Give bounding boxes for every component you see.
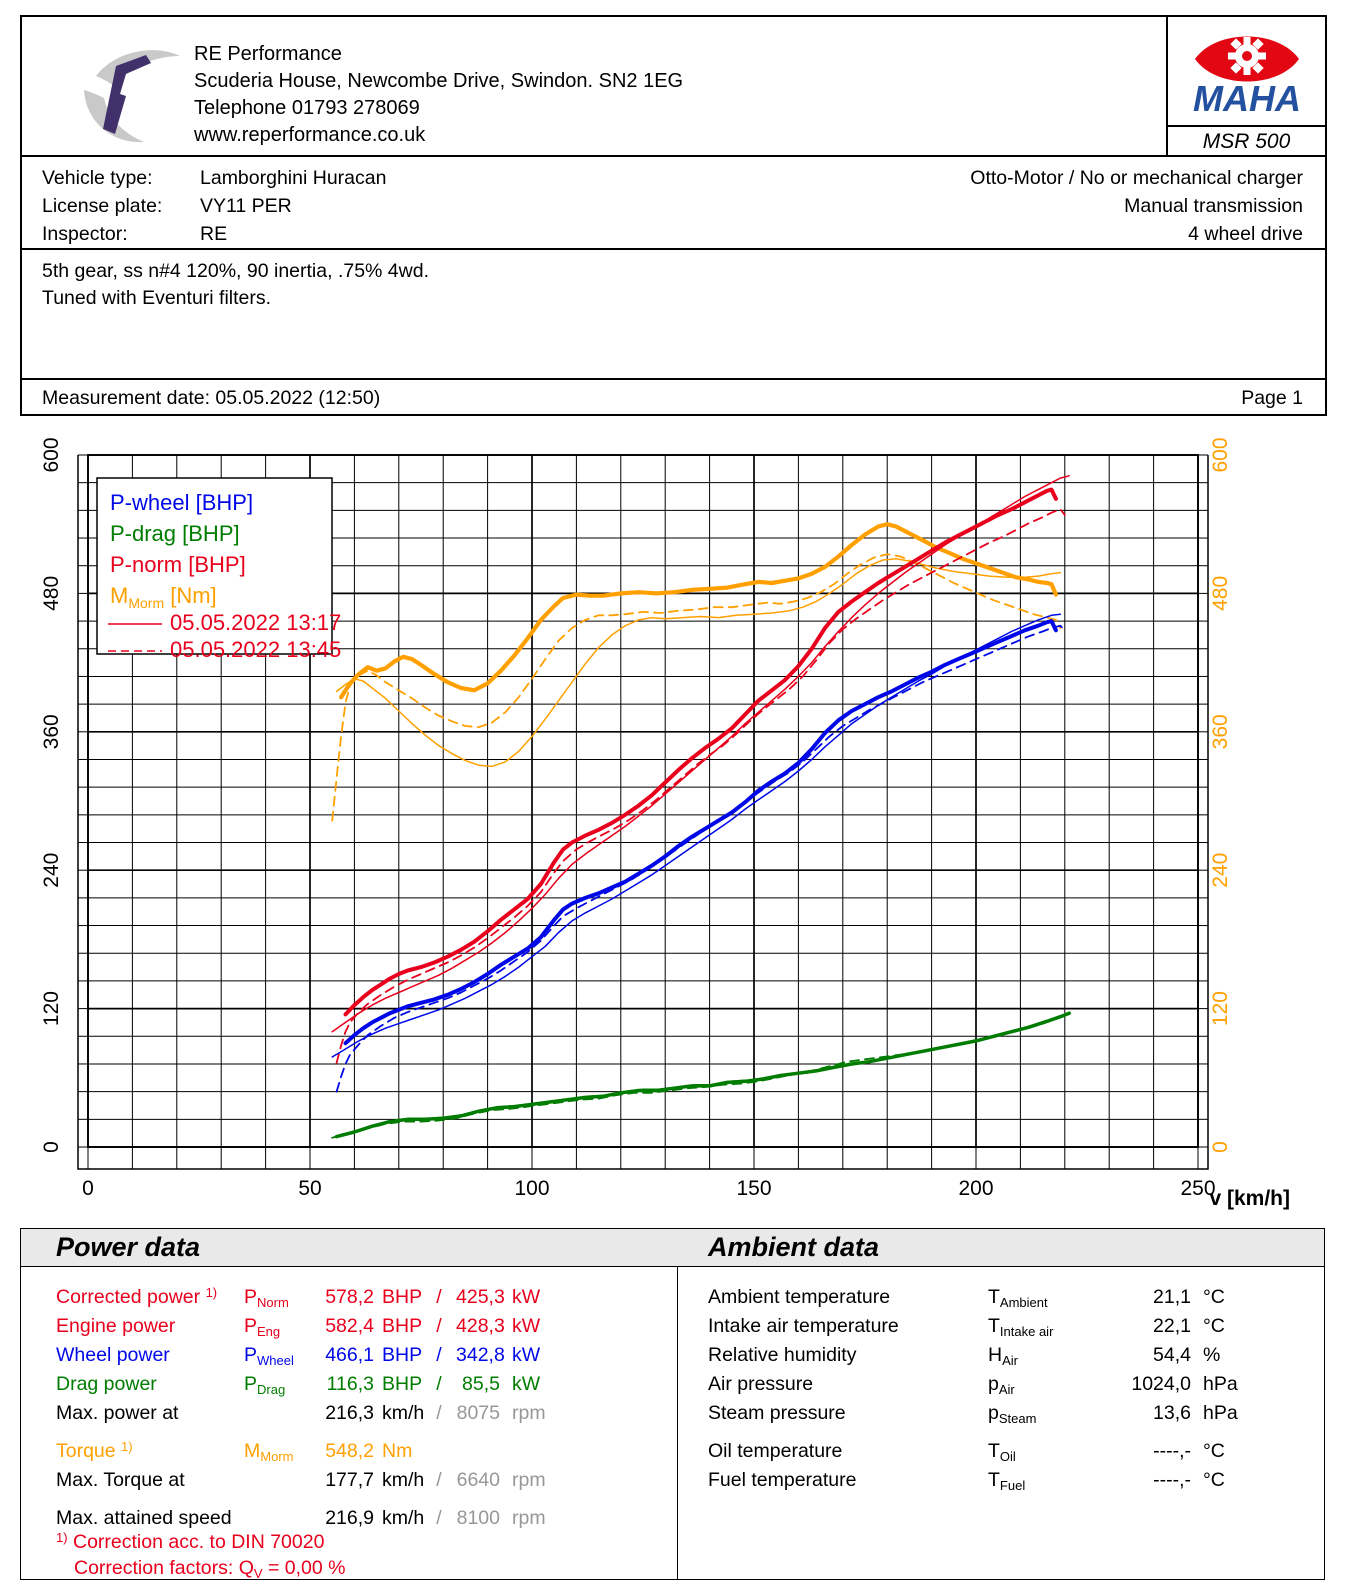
row-value: 21,1	[1153, 1286, 1191, 1308]
y-axis-left-tick-label: 0	[40, 1141, 63, 1153]
row-unit-1: Nm	[382, 1440, 413, 1462]
row-label: Air pressure	[708, 1373, 814, 1395]
y-axis-left-tick-label: 360	[40, 714, 63, 750]
power-data-row	[56, 1341, 546, 1370]
y-axis-left-tick-label: 120	[40, 991, 63, 1027]
row-unit-2: rpm	[512, 1402, 546, 1424]
device-model: MSR 500	[1168, 125, 1325, 157]
vehicle-config-line: Manual transmission	[1124, 195, 1303, 217]
row-unit: °C	[1203, 1286, 1225, 1308]
curve-pdrag-base	[341, 1014, 1065, 1135]
row-unit: hPa	[1203, 1373, 1238, 1395]
vehicle-row-label: Vehicle type:	[42, 167, 153, 189]
vehicle-row	[42, 220, 386, 248]
row-unit-2: kW	[512, 1373, 541, 1395]
vehicle-row	[42, 192, 386, 220]
y-axis-right-tick-label: 0	[1209, 1141, 1232, 1153]
legend-entry: P-norm [BHP]	[110, 552, 246, 577]
row-label: Oil temperature	[708, 1440, 843, 1462]
maha-wordmark: MAHA	[1193, 78, 1301, 119]
row-label: Steam pressure	[708, 1402, 846, 1424]
row-unit-1: BHP	[382, 1344, 423, 1366]
row-unit-1: BHP	[382, 1286, 423, 1308]
y-axis-right-tick-label: 360	[1209, 714, 1232, 750]
row-value: 13,6	[1153, 1402, 1191, 1424]
row-symbol: $T_{Ambient}$	[988, 1286, 1048, 1310]
row-unit-1: BHP	[382, 1373, 423, 1395]
row-unit: °C	[1203, 1440, 1225, 1462]
row-symbol: $P_{Wheel}$	[244, 1344, 294, 1368]
legend-run-label: 05.05.2022 13:17	[170, 610, 342, 635]
footnote-din: $^{1)}$ Correction acc. to DIN 70020	[56, 1530, 325, 1553]
row-label: Ambient temperature	[708, 1286, 891, 1308]
ambient-data-table	[708, 1283, 1247, 1495]
vehicle-row-value: Lamborghini Huracan	[200, 167, 387, 189]
y-axis-right-tick-label: 480	[1209, 575, 1232, 611]
row-value-2: 425,3	[456, 1286, 505, 1308]
row-value-1: 578,2	[325, 1286, 374, 1308]
measurement-date: Measurement date: 05.05.2022 (12:50)	[42, 386, 381, 409]
ambient-data-title: Ambient data	[708, 1232, 880, 1262]
x-axis-tick-label: 100	[514, 1177, 550, 1200]
power-data-row	[56, 1312, 546, 1341]
row-value-1: 116,3	[326, 1373, 374, 1395]
curve-pnorm-1345	[337, 509, 1065, 1063]
row-value-2: 8075	[456, 1402, 500, 1424]
company-phone: Telephone 01793 278069	[194, 97, 420, 119]
comment-line: Tuned with Eventuri filters.	[42, 287, 272, 309]
row-symbol: $P_{Norm}$	[244, 1286, 289, 1310]
row-symbol: $P_{Eng}$	[244, 1315, 281, 1339]
row-label: Engine power	[56, 1315, 176, 1337]
maha-logo	[1186, 23, 1308, 121]
legend-entry: P-wheel [BHP]	[110, 490, 254, 515]
x-axis-tick-label: 50	[298, 1177, 322, 1200]
row-symbol: $H_{Air}$	[988, 1344, 1018, 1368]
y-axis-left-tick-label: 240	[40, 852, 63, 888]
ambient-data-row	[708, 1341, 1247, 1370]
row-label: Wheel power	[56, 1344, 170, 1366]
row-slash: /	[436, 1373, 442, 1395]
row-label: Torque $^{1)}$	[56, 1439, 133, 1462]
vehicle-row	[42, 164, 386, 192]
row-value: ----,-	[1153, 1469, 1191, 1491]
row-value: ----,-	[1153, 1440, 1191, 1462]
power-data-row	[56, 1370, 546, 1399]
row-value-1: 216,9	[325, 1507, 374, 1529]
row-value-2: 428,3	[456, 1315, 505, 1337]
x-axis-tick-label: 0	[82, 1177, 94, 1200]
row-label: Max. power at	[56, 1402, 179, 1424]
vehicle-config	[970, 164, 1303, 248]
row-value-2: 342,8	[456, 1344, 505, 1366]
ambient-data-row	[708, 1437, 1247, 1466]
row-value-2: 85,5	[462, 1373, 500, 1395]
curve-pdrag-1317	[337, 1013, 1070, 1136]
power-footnotes	[56, 1529, 346, 1581]
data-section-frame	[20, 1228, 1325, 1580]
legend-entry: P-drag [BHP]	[110, 521, 240, 546]
y-axis-right-tick-label: 120	[1209, 991, 1232, 1027]
company-name: RE Performance	[194, 43, 342, 65]
company-address: Scuderia House, Newcombe Drive, Swindon. SN2 1EG	[194, 70, 684, 92]
x-axis-title: v [km/h]	[1209, 1187, 1290, 1210]
row-symbol	[244, 1466, 324, 1495]
row-symbol: $T_{Intake air}$	[988, 1315, 1054, 1339]
ambient-data-row	[708, 1466, 1247, 1495]
y-axis-right-tick-label: 600	[1209, 437, 1232, 473]
ambient-data-row	[708, 1399, 1247, 1428]
power-data-row	[56, 1466, 546, 1495]
row-value-1: 548,2	[325, 1440, 374, 1462]
row-value-2: 8100	[456, 1507, 500, 1529]
vehicle-info	[42, 164, 386, 248]
row-slash: /	[436, 1286, 442, 1308]
row-unit-1: km/h	[382, 1402, 425, 1424]
row-label: Fuel temperature	[708, 1469, 857, 1491]
row-symbol: $p_{Steam}$	[988, 1402, 1037, 1426]
x-axis-tick-label: 250	[1180, 1177, 1216, 1200]
row-symbol: $T_{Oil}$	[988, 1440, 1016, 1464]
comment-line: 5th gear, ss n#4 120%, 90 inertia, .75% 4wd.	[42, 260, 430, 282]
ambient-data-header	[677, 1229, 1324, 1267]
row-slash: /	[436, 1469, 442, 1491]
row-value-1: 177,7	[325, 1469, 374, 1491]
row-label: Corrected power $^{1)}$	[56, 1285, 218, 1308]
row-value-1: 466,1	[325, 1344, 374, 1366]
row-value-1: 216,3	[325, 1402, 374, 1424]
ambient-data-row	[708, 1283, 1247, 1312]
divider	[677, 1229, 678, 1579]
row-unit-2: rpm	[512, 1469, 546, 1491]
row-label: Drag power	[56, 1373, 157, 1395]
re-performance-logo	[74, 42, 186, 150]
row-label: Max. Torque at	[56, 1469, 185, 1491]
row-unit-2: rpm	[512, 1507, 546, 1529]
power-data-row	[56, 1437, 546, 1466]
vehicle-row-label: License plate:	[42, 195, 163, 217]
legend-run-label: 05.05.2022 13:45	[170, 637, 342, 662]
power-data-title: Power data	[56, 1232, 201, 1262]
row-label: Relative humidity	[708, 1344, 857, 1366]
divider	[22, 248, 1325, 250]
row-value: 22,1	[1153, 1315, 1191, 1337]
row-symbol: $p_{Air}$	[988, 1373, 1015, 1397]
row-value: 1024,0	[1131, 1373, 1191, 1395]
x-axis-tick-label: 200	[958, 1177, 994, 1200]
y-axis-left-tick-label: 600	[40, 437, 63, 473]
legend-entry: $M_{Morm}$ [Nm]	[110, 583, 217, 611]
power-data-table	[56, 1283, 546, 1533]
row-unit-1: km/h	[382, 1469, 425, 1491]
divider	[22, 155, 1325, 157]
company-info	[194, 41, 683, 149]
row-unit-2: kW	[512, 1286, 541, 1308]
company-website: www.reperformance.co.uk	[194, 124, 426, 146]
row-unit-1: km/h	[382, 1507, 425, 1529]
x-axis-tick-label: 150	[736, 1177, 772, 1200]
vehicle-config-line: 4 wheel drive	[1188, 223, 1303, 245]
y-axis-left-tick-label: 480	[40, 575, 63, 611]
maha-logo-cell	[1166, 17, 1325, 157]
row-unit-2: kW	[512, 1344, 541, 1366]
row-unit: °C	[1203, 1315, 1225, 1337]
row-value-2	[456, 1437, 500, 1466]
power-data-row	[56, 1399, 546, 1428]
row-value-1: 582,4	[325, 1315, 374, 1337]
curve-pwheel-1345	[337, 626, 1065, 1092]
power-data-header	[21, 1229, 677, 1267]
row-slash: /	[436, 1344, 442, 1366]
row-symbol: $P_{Drag}$	[244, 1373, 286, 1397]
row-value-2: 6640	[456, 1469, 500, 1491]
row-label: Max. attained speed	[56, 1507, 232, 1529]
row-value: 54,4	[1153, 1344, 1191, 1366]
report-header-frame	[20, 15, 1327, 416]
row-label: Intake air temperature	[708, 1315, 899, 1337]
row-unit-2	[500, 1437, 546, 1466]
power-data-row	[56, 1283, 546, 1312]
ambient-data-row	[708, 1370, 1247, 1399]
footnote-correction: Correction factors: $Q_V = 0,00$ %	[74, 1557, 346, 1581]
page-number: Page 1	[1241, 386, 1303, 409]
vehicle-config-line: Otto-Motor / No or mechanical charger	[970, 167, 1303, 189]
row-unit-2: kW	[512, 1315, 541, 1337]
ambient-data-row	[708, 1312, 1247, 1341]
row-slash: /	[436, 1402, 442, 1424]
y-axis-right-tick-label: 240	[1209, 852, 1232, 888]
row-symbol: $M_{Morm}$	[244, 1440, 294, 1464]
row-slash	[422, 1437, 456, 1466]
row-slash: /	[436, 1315, 442, 1337]
row-slash: /	[436, 1507, 442, 1529]
vehicle-row-label: Inspector:	[42, 223, 128, 245]
divider	[22, 378, 1325, 380]
dyno-chart	[0, 412, 1347, 1222]
row-unit: °C	[1203, 1469, 1225, 1491]
curve-pnorm-1317	[346, 490, 1056, 1015]
row-unit: hPa	[1203, 1402, 1238, 1424]
comments	[42, 258, 429, 312]
vehicle-row-value: RE	[200, 223, 228, 245]
row-symbol	[244, 1399, 324, 1428]
row-unit: %	[1203, 1344, 1221, 1366]
row-unit-1: BHP	[382, 1315, 423, 1337]
measurement-row	[42, 382, 1303, 414]
vehicle-row-value: VY11 PER	[200, 195, 292, 217]
row-symbol: $T_{Fuel}$	[988, 1469, 1026, 1493]
